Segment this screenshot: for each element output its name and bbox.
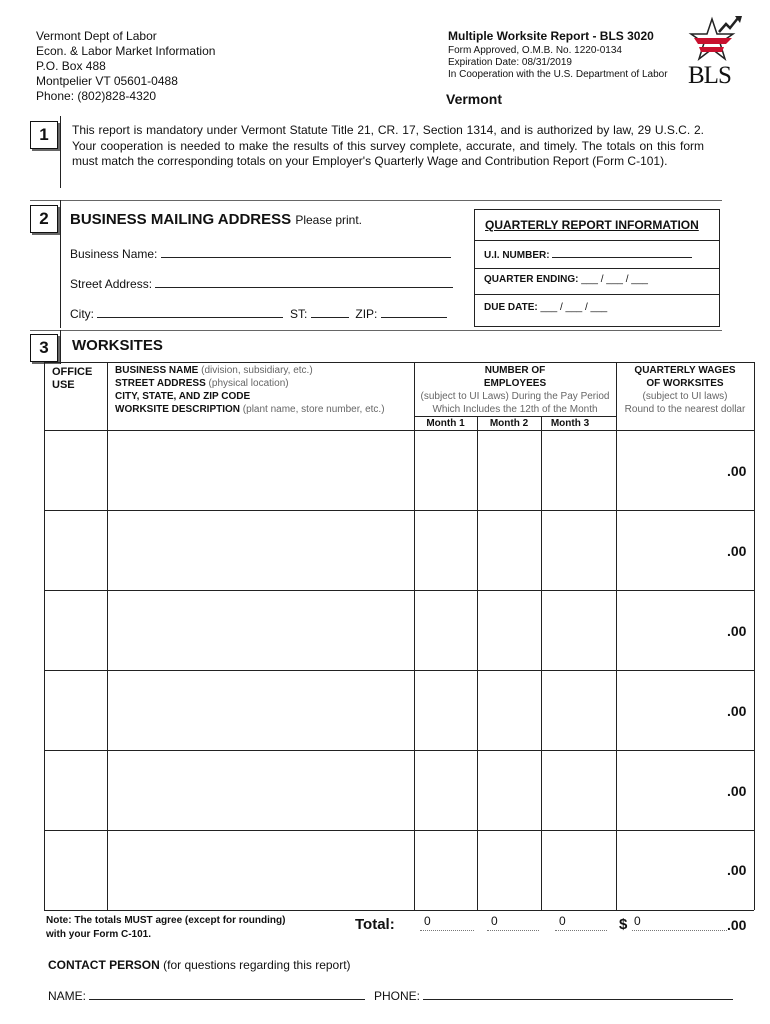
agency-division: Econ. & Labor Market Information (36, 44, 216, 58)
contact-person-note: (for questions regarding this report) (163, 958, 351, 972)
contact-name-field[interactable] (48, 988, 365, 1003)
agency-name: Vermont Dept of Labor (36, 29, 157, 43)
contact-phone-field[interactable] (374, 988, 733, 1003)
biz-col-note4: (plant name, store number, etc.) (242, 404, 385, 415)
worksite-6-business-input[interactable] (108, 831, 414, 910)
worksite-5-wages-cents: .00 (727, 783, 747, 799)
biz-col-line4: WORKSITE DESCRIPTION (115, 404, 241, 415)
worksite-4-wages-cents: .00 (727, 703, 747, 719)
month-2-header: Month 2 (489, 418, 529, 429)
street-address-field[interactable] (70, 276, 453, 291)
section-2-number: 2 (30, 205, 58, 233)
biz-col-note2: (physical location) (208, 378, 289, 389)
quarter-ending-label: QUARTER ENDING: (484, 274, 579, 285)
worksite-6-wages-cents: .00 (727, 862, 747, 878)
totals-note-line1: Note: The totals MUST agree (except for rounding) (46, 915, 286, 926)
wage-col-line1: QUARTERLY WAGES (634, 365, 736, 376)
total-label: Total: (355, 916, 395, 933)
st-label: ST: (290, 307, 308, 321)
business-mailing-address-title (70, 211, 362, 228)
business-name-label: Business Name: (70, 247, 158, 261)
quarter-ending-field[interactable] (484, 274, 648, 285)
office-use-line2: USE (52, 379, 75, 391)
bls-logo (686, 16, 746, 92)
contact-phone-input[interactable] (423, 988, 733, 1000)
quarter-ending-input[interactable]: ___ / ___ / ___ (581, 274, 648, 285)
section-2-title: BUSINESS MAILING ADDRESS (70, 211, 292, 228)
totals-note (46, 914, 285, 942)
contact-phone-label: PHONE: (374, 989, 421, 1003)
section-1-number: 1 (30, 121, 58, 149)
quarterly-report-info-box (474, 209, 720, 327)
emp-col-line4: Which Includes the 12th of the Month (432, 404, 598, 415)
wage-col-line2: OF WORKSITES (646, 378, 724, 389)
dollar-sign: $ (619, 916, 628, 933)
street-address-label: Street Address: (70, 277, 153, 291)
total-month-2[interactable]: 0 (491, 914, 498, 928)
total-wages-cents: .00 (727, 917, 747, 933)
print-note: Please print. (295, 213, 363, 227)
employees-column-header (414, 364, 616, 416)
due-date-field[interactable] (484, 302, 607, 313)
contact-person-heading (48, 958, 351, 972)
worksite-1-business-input[interactable] (108, 431, 414, 510)
emp-col-line2: EMPLOYEES (483, 378, 547, 389)
quarterly-info-title: QUARTERLY REPORT INFORMATION (485, 218, 699, 232)
worksite-3-business-input[interactable] (108, 591, 414, 670)
biz-col-line2: STREET ADDRESS (115, 378, 206, 389)
contact-name-label: NAME: (48, 989, 87, 1003)
agency-city: Montpelier VT 05601-0488 (36, 74, 178, 88)
worksite-2-business-input[interactable] (108, 511, 414, 590)
wage-col-line4: Round to the nearest dollar (624, 404, 746, 415)
worksite-2-wages-cents: .00 (727, 543, 747, 559)
due-date-label: DUE DATE: (484, 302, 538, 313)
biz-col-line1: BUSINESS NAME (115, 365, 199, 376)
worksite-3-wages-cents: .00 (727, 623, 747, 639)
business-name-field[interactable] (70, 246, 451, 261)
contact-person-title: CONTACT PERSON (48, 958, 160, 972)
expiration-date: Expiration Date: 08/31/2019 (448, 57, 572, 68)
business-name-input[interactable] (161, 246, 451, 258)
emp-col-line1: NUMBER OF (484, 365, 546, 376)
logo-text: BLS (688, 62, 731, 89)
wage-col-line3: (subject to UI laws) (642, 391, 728, 402)
city-input[interactable] (97, 306, 283, 318)
ui-number-input[interactable] (552, 248, 692, 258)
city-label: City: (70, 307, 94, 321)
state-name: Vermont (446, 91, 503, 107)
form-title: Multiple Worksite Report - BLS 3020 (448, 29, 654, 43)
total-month-1[interactable]: 0 (424, 914, 431, 928)
ui-number-label: U.I. NUMBER: (484, 250, 550, 261)
wages-column-header (616, 364, 754, 416)
total-wages[interactable]: 0 (634, 914, 641, 928)
office-use-line1: OFFICE (52, 366, 93, 378)
worksite-5-business-input[interactable] (108, 751, 414, 830)
business-column-header (115, 364, 385, 416)
worksites-title: WORKSITES (72, 337, 163, 354)
state-input[interactable] (311, 306, 349, 318)
form-header (448, 28, 668, 81)
mandatory-notice: This report is mandatory under Vermont Statute Title 21, CR. 17, Section 1314, and is authorized by law, 29 U.S.C. 2. Your cooperation is needed to make the results of this survey complete, accurate, and timely. The totals on this form must match the corresponding totals on your Employer's Quarterly Wage and Contribution Report (Form C-101). (72, 123, 704, 168)
totals-note-line2: with your Form C-101. (46, 929, 152, 940)
street-address-input[interactable] (155, 276, 453, 288)
worksite-1-wages-cents: .00 (727, 463, 747, 479)
omb-number: Form Approved, O.M.B. No. 1220-0134 (448, 45, 622, 56)
biz-col-note1: (division, subsidiary, etc.) (201, 365, 313, 376)
zip-label: ZIP: (355, 307, 378, 321)
star-icon (686, 16, 746, 66)
zip-input[interactable] (381, 306, 447, 318)
due-date-input[interactable]: ___ / ___ / ___ (540, 302, 608, 313)
total-month-3[interactable]: 0 (559, 914, 566, 928)
worksite-4-business-input[interactable] (108, 671, 414, 750)
emp-col-line3: (subject to UI Laws) During the Pay Period (420, 391, 610, 402)
cooperation-note: In Cooperation with the U.S. Department of Labor (448, 69, 668, 80)
agency-po-box: P.O. Box 488 (36, 59, 106, 73)
agency-address (36, 29, 215, 104)
month-1-header: Month 1 (426, 418, 465, 429)
city-state-zip-field[interactable] (70, 306, 447, 321)
month-3-header: Month 3 (550, 418, 590, 429)
contact-name-input[interactable] (89, 988, 365, 1000)
office-use-header (52, 366, 92, 392)
biz-col-line3: CITY, STATE, AND ZIP CODE (115, 391, 251, 402)
ui-number-field[interactable] (484, 248, 692, 261)
agency-phone: Phone: (802)828-4320 (36, 89, 157, 103)
section-3-number: 3 (30, 334, 58, 362)
